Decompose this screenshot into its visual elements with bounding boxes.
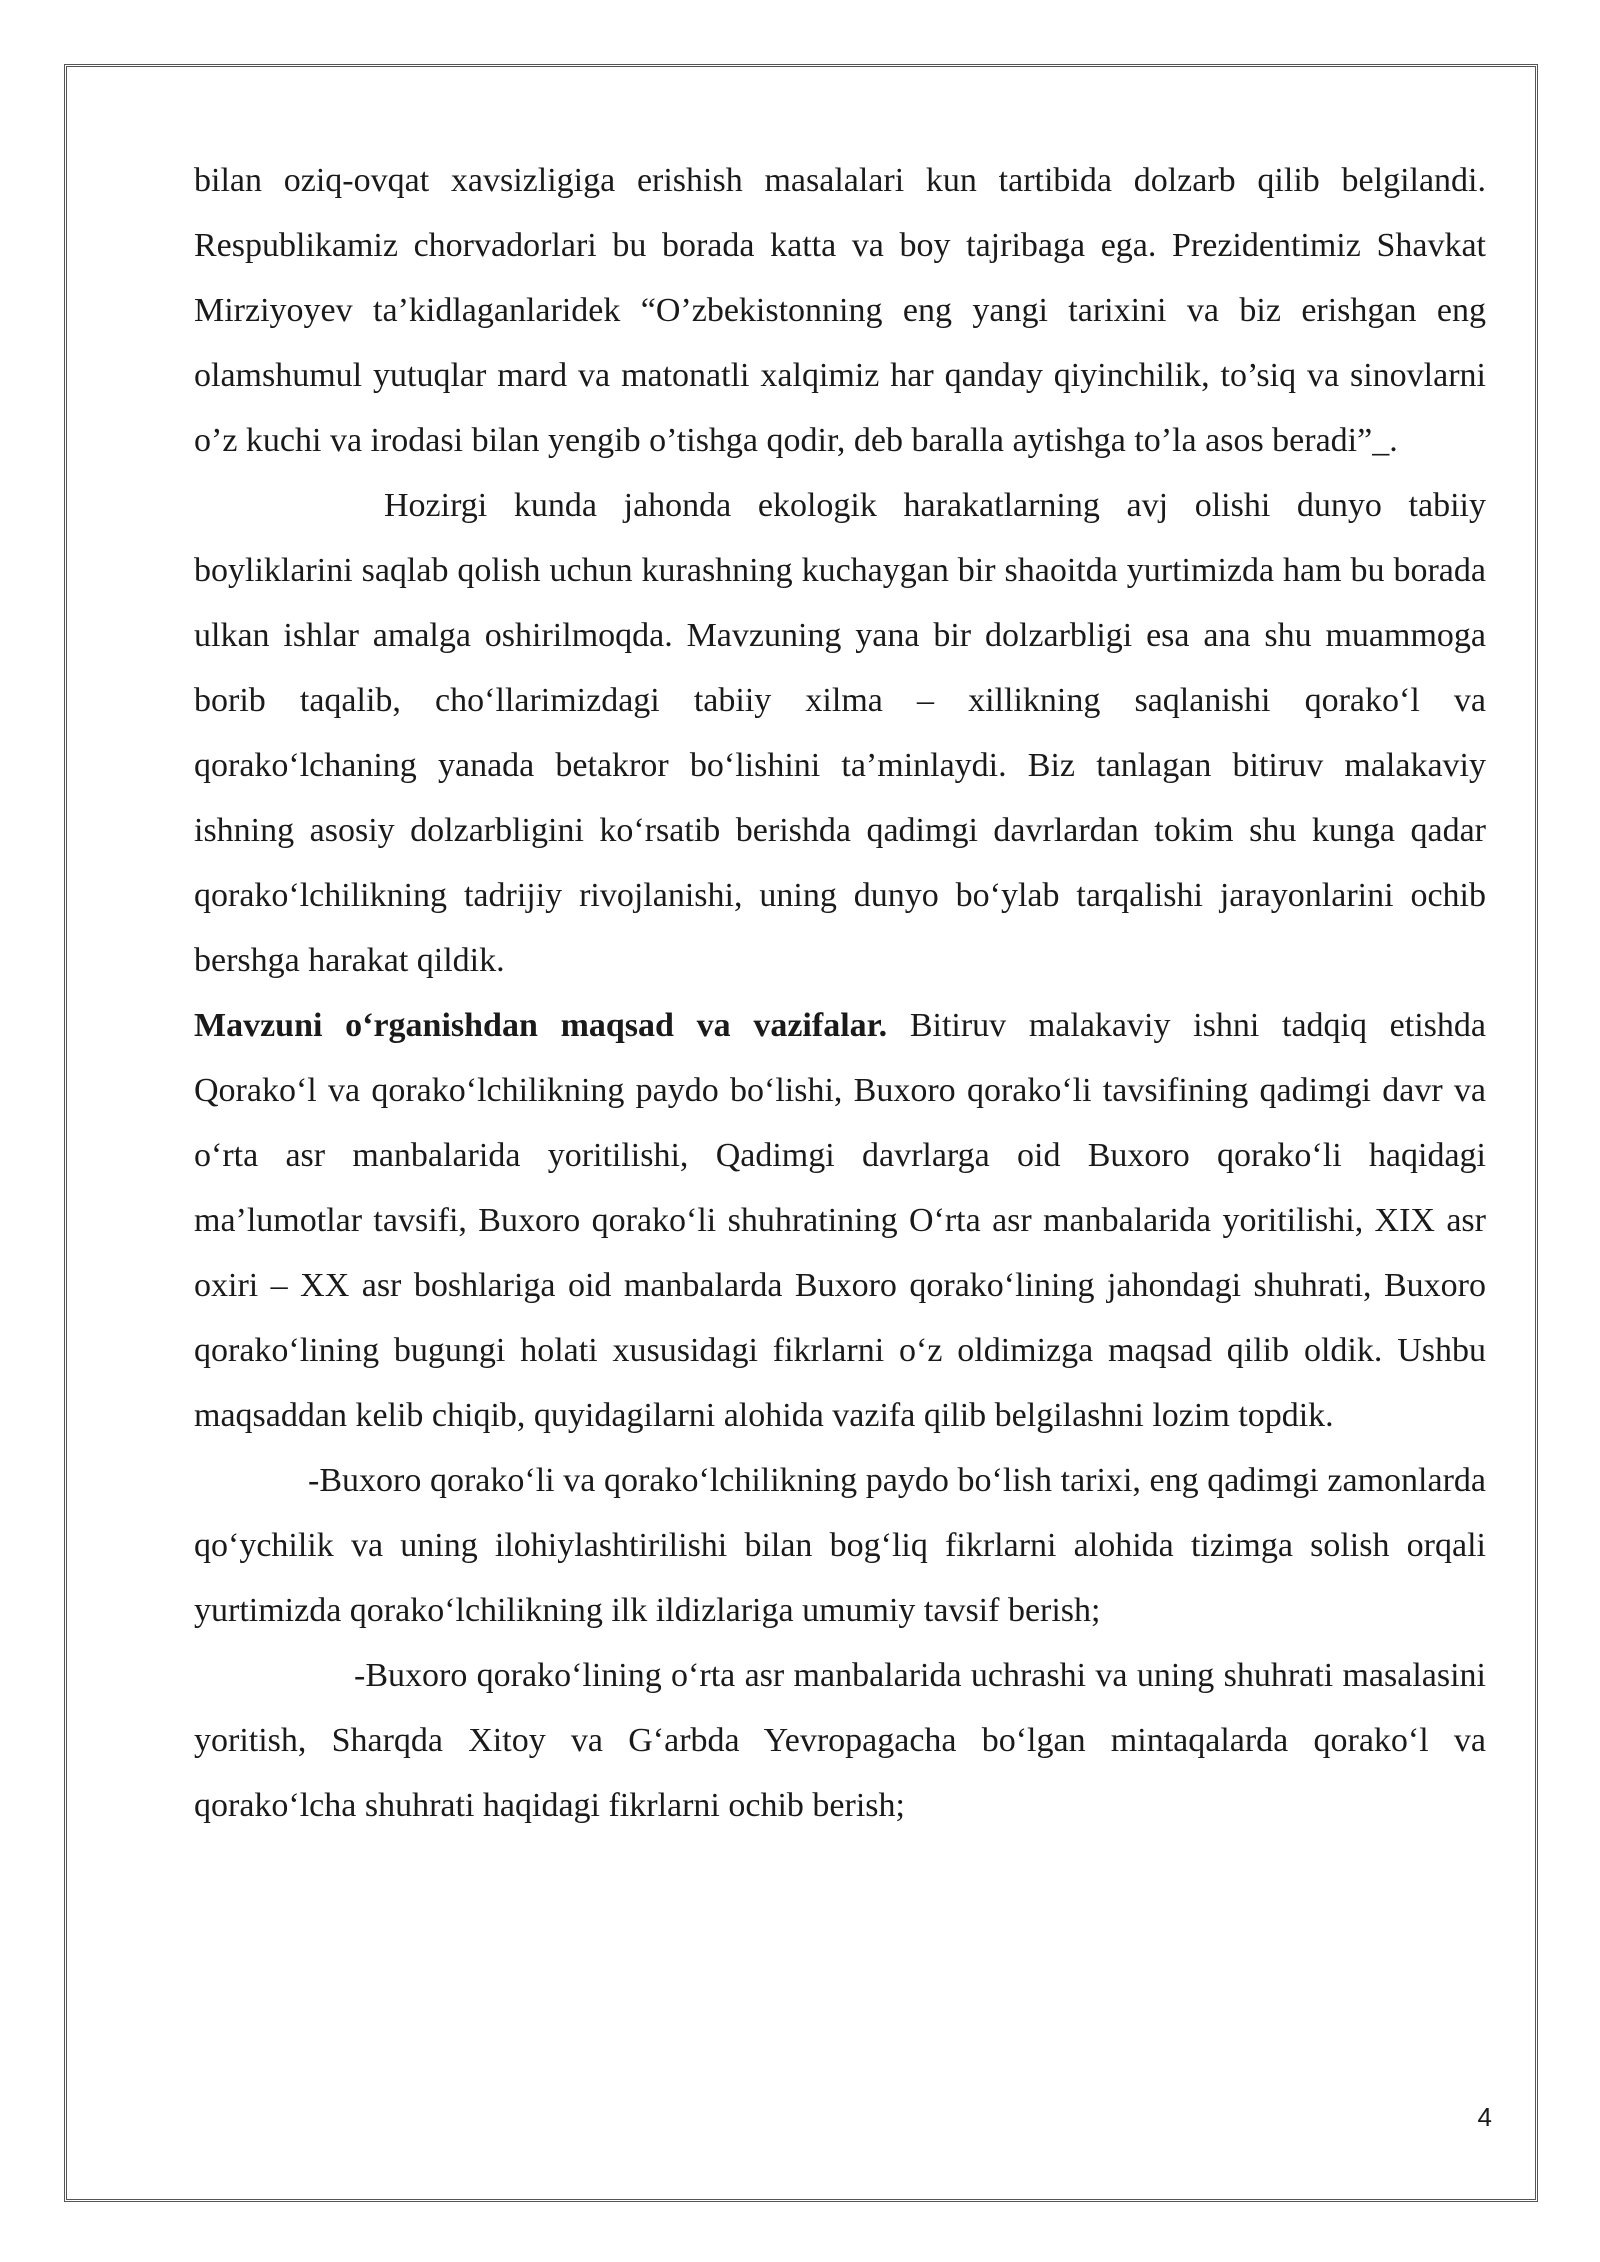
paragraph-1 (194, 148, 1486, 473)
paragraph-2-text: Hozirgi kunda jahonda ekologik harakatlarning avj olishi dunyo tabiiy boyliklarini saqlab qolish uchun kurashning kuchaygan bir shaoitda yurtimizda ham bu borada ulkan ishlar amalga oshirilmoqda. Mavzuning yana bir dolzarbligi esa ana shu muammoga borib taqalib, cho‘llarimizdagi tabiiy xilma – xillikning saqlanishi qorako‘l va qorako‘lchaning yanada betakror bo‘lishini ta’minlaydi. Biz tanlagan bitiruv malakaviy ishning asosiy dolzarbligini ko‘rsatib berishda qadimgi davrlardan tokim shu kunga qadar qorako‘lchilikning tadrijiy rivojlanishi, uning dunyo bo‘ylab tarqalishi jarayonlarini ochib bershga harakat qildik. (194, 487, 1486, 979)
paragraph-3-text: Bitiruv malakaviy ishni tadqiq etishda Qorako‘l va qorako‘lchilikning paydo bo‘lishi, Buxoro qorako‘li tavsifining qadimgi davr va o‘rta asr manbalarida yoritilishi, Qadimgi davrlarga oid Buxoro qorako‘li haqidagi ma’lumotlar tavsifi, Buxoro qorako‘li shuhratining O‘rta asr manbalarida yoritilishi, XIX asr oxiri – XX asr boshlariga oid manbalarda Buxoro qorako‘lining jahondagi shuhrati, Buxoro qorako‘lining bugungi holati xususidagi fikrlarni o‘z oldimizga maqsad qilib oldik. Ushbu maqsaddan kelib chiqib, quyidagilarni alohida vazifa qilib belgilashni lozim topdik. (194, 1007, 1486, 1434)
document-body (194, 148, 1486, 1838)
paragraph-5 (194, 1643, 1486, 1838)
paragraph-3 (194, 993, 1486, 1448)
task-item-1: -Buxoro qorako‘li va qorako‘lchilikning paydo bo‘lish tarixi, eng qadimgi zamonlarda qo‘ychilik va uning ilohiylashtirilishi bilan bog‘liq fikrlarni alohida tizimga solish orqali yurtimizda qorako‘lchilikning ilk ildizlariga umumiy tavsif berish; (194, 1462, 1486, 1629)
task-item-2: -Buxoro qorako‘lining o‘rta asr manbalarida uchrashi va uning shuhrati masalasini yoritish, Sharqda Xitoy va G‘arbda Yevropagacha bo‘lgan mintaqalarda qorako‘l va qorako‘lcha shuhrati haqidagi fikrlarni ochib berish; (194, 1657, 1486, 1824)
paragraph-4 (194, 1448, 1486, 1643)
section-heading-goals: Mavzuni o‘rganishdan maqsad va vazifalar. (194, 1007, 888, 1044)
paragraph-1-text: bilan oziq-ovqat xavsizligiga erishish masalalari kun tartibida dolzarb qilib belgilandi. Respublikamiz chorvadorlari bu borada katta va boy tajribaga ega. Prezidentimiz Shavkat Mirziyoyev ta’kidlaganlaridek “O’zbekistonning eng yangi tarixini va biz erishgan eng olamshumul yutuqlar mard va matonatli xalqimiz har qanday qiyinchilik, to’siq va sinovlarni o’z kuchi va irodasi bilan yengib o’tishga qodir, deb baralla aytishga to’la asos beradi”_. (194, 162, 1486, 459)
page-number: 4 (1477, 2102, 1492, 2132)
paragraph-2 (194, 473, 1486, 993)
